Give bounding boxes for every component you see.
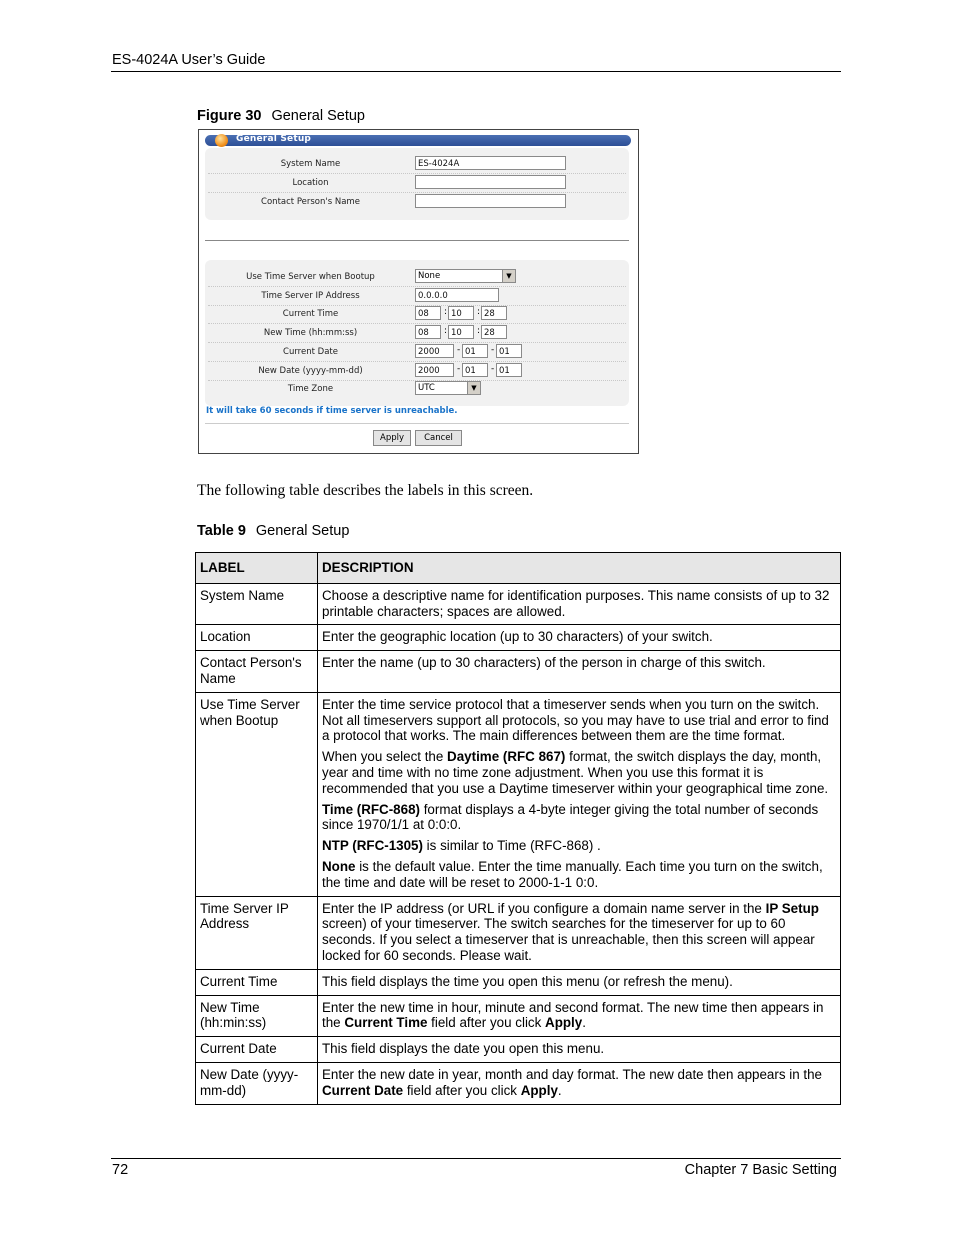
column-header-label: LABEL: [196, 553, 318, 584]
description-paragraph: This field displays the date you open this menu.: [322, 1041, 605, 1057]
running-header: ES-4024A User’s Guide: [112, 52, 266, 68]
row-time-server-ip: [208, 287, 626, 306]
description-paragraph: Enter the IP address (or URL if you configure a domain name server in the IP Setup screen) of your timeserver. The switch searches for the timeserver for up to 60 seconds. If you select a timeserver that is unreachable, then this screen will appear locked for 60 seconds. Please wait.: [322, 900, 819, 963]
row-description: [318, 1062, 841, 1104]
cancel-button[interactable]: Cancel: [415, 430, 462, 446]
description-paragraph: Time (RFC-868) format displays a 4-byte integer giving the total number of seconds since 1970/1/1 at 0:0:0.: [322, 801, 819, 833]
time-colon: :: [444, 307, 448, 317]
row-description: [318, 995, 841, 1037]
current-time-hour[interactable]: 08: [415, 306, 441, 320]
new-date-day[interactable]: 01: [496, 363, 522, 377]
current-time-second[interactable]: 28: [481, 306, 507, 320]
row-description: [318, 651, 841, 693]
figure-caption: [197, 108, 365, 124]
current-time-label: Current Time: [282, 309, 339, 319]
dropdown-arrow-icon[interactable]: ▼: [467, 382, 480, 394]
description-paragraph: Choose a descriptive name for identification purposes. This name consists of up to 32 printable characters; spaces are allowed.: [322, 587, 830, 619]
bold-term: None: [322, 858, 356, 874]
row-description: [318, 896, 841, 969]
time-server-ip-label: Time Server IP Address: [261, 291, 360, 301]
table-header-row: [196, 553, 841, 584]
table-caption: [197, 523, 349, 539]
table-row: [196, 1062, 841, 1104]
table-row: [196, 583, 841, 625]
description-paragraph: Enter the name (up to 30 characters) of the person in charge of this switch.: [322, 655, 766, 671]
table-row: [196, 969, 841, 995]
bold-term: Current Date: [322, 1082, 404, 1098]
table-row: [196, 1037, 841, 1063]
date-dash: -: [457, 364, 461, 374]
row-description: [318, 583, 841, 625]
description-paragraph: Enter the time service protocol that a timeserver sends when you turn on the switch. Not all timeservers support all protocols, so you may have to use trial and error to find a protocol that works. The main differences between them are the time format.: [322, 696, 829, 744]
table-title: General Setup: [255, 523, 350, 539]
chapter-title: Chapter 7 Basic Setting: [684, 1162, 837, 1178]
section-divider: [205, 240, 629, 241]
date-dash: -: [491, 364, 495, 374]
row-system-name: [208, 155, 626, 174]
table-row: [196, 625, 841, 651]
system-name-label: System Name: [280, 159, 341, 169]
banner-title: General Setup: [236, 134, 312, 144]
row-location: [208, 174, 626, 193]
time-server-ip-input[interactable]: 0.0.0.0: [415, 288, 499, 302]
row-current-date: [208, 343, 626, 362]
row-label: New Date (yyyy-mm-dd): [196, 1062, 318, 1104]
row-new-date: [208, 362, 626, 381]
new-date-year[interactable]: 2000: [415, 363, 454, 377]
description-paragraph: Enter the new time in hour, minute and second format. The new time then appears in the Current Time field after you click Apply.: [322, 999, 824, 1031]
row-time-zone: [208, 380, 626, 398]
dropdown-arrow-icon[interactable]: ▼: [502, 270, 515, 282]
figure-title: General Setup: [271, 108, 365, 124]
table-number: Table 9: [197, 523, 246, 539]
row-label: Use Time Server when Bootup: [196, 692, 318, 896]
row-label: Location: [196, 625, 318, 651]
contact-input[interactable]: [415, 194, 566, 208]
row-label: Time Server IP Address: [196, 896, 318, 969]
row-description: [318, 1037, 841, 1063]
apply-button[interactable]: Apply: [373, 430, 411, 446]
description-paragraph: When you select the Daytime (RFC 867) format, the switch displays the day, month, year and time with no time zone adjustment. When you use this format it is recommended that you use a Daytime timeserver within your geographical time zone.: [322, 749, 829, 796]
time-colon: :: [477, 307, 481, 317]
bold-term: Time (RFC-868): [322, 801, 420, 817]
timeout-warning: It will take 60 seconds if time server is unreachable.: [206, 406, 458, 416]
page-number: 72: [112, 1162, 129, 1178]
current-date-month[interactable]: 01: [462, 344, 488, 358]
bold-term: NTP (RFC-1305): [322, 838, 423, 854]
bold-term: Current Time: [344, 1015, 428, 1031]
row-label: Current Date: [196, 1037, 318, 1063]
time-colon: :: [477, 326, 481, 336]
new-date-month[interactable]: 01: [462, 363, 488, 377]
time-colon: :: [444, 326, 448, 336]
table-row: [196, 651, 841, 693]
row-description: [318, 625, 841, 651]
time-server-bootup-label: Use Time Server when Bootup: [246, 272, 375, 282]
description-paragraph: NTP (RFC-1305) is similar to Time (RFC-868) .: [322, 838, 601, 854]
description-paragraph: None is the default value. Enter the time manually. Each time you turn on the switch, the time and date will be reset to 2000-1-1 0:0.: [322, 858, 823, 890]
banner-orb-icon: [215, 134, 228, 147]
time-zone-value: UTC: [418, 383, 435, 393]
row-description: [318, 692, 841, 896]
table-row: [196, 995, 841, 1037]
row-label: Current Time: [196, 969, 318, 995]
time-zone-label: Time Zone: [287, 384, 334, 394]
description-paragraph: This field displays the time you open this menu (or refresh the menu).: [322, 973, 733, 989]
new-date-label: New Date (yyyy-mm-dd): [258, 366, 363, 376]
description-paragraph: Enter the geographic location (up to 30 characters) of your switch.: [322, 629, 713, 645]
new-time-label: New Time (hh:mm:ss): [263, 328, 358, 338]
location-label: Location: [292, 178, 329, 188]
current-date-day[interactable]: 01: [496, 344, 522, 358]
row-contact: [208, 193, 626, 211]
row-label: Contact Person's Name: [196, 651, 318, 693]
column-header-description: DESCRIPTION: [318, 553, 841, 584]
intro-text: The following table describes the labels in this screen.: [197, 482, 534, 499]
identity-panel: [205, 148, 629, 220]
new-time-hour[interactable]: 08: [415, 325, 441, 339]
current-date-year[interactable]: 2000: [415, 344, 454, 358]
date-dash: -: [457, 345, 461, 355]
date-dash: -: [491, 345, 495, 355]
bold-term: Apply: [520, 1082, 558, 1098]
row-time-server-bootup: [208, 268, 626, 287]
general-setup-banner: [205, 135, 631, 148]
time-panel: [205, 260, 629, 406]
row-label: System Name: [196, 583, 318, 625]
time-zone-select[interactable]: [415, 381, 481, 395]
bold-term: Daytime (RFC 867): [447, 749, 566, 765]
system-name-input[interactable]: ES-4024A: [415, 156, 566, 170]
description-paragraph: Enter the new date in year, month and day format. The new date then appears in the Current Date field after you click Apply.: [322, 1066, 822, 1098]
current-time-minute[interactable]: 10: [448, 306, 474, 320]
general-setup-screenshot: [198, 129, 639, 454]
table-row: [196, 896, 841, 969]
footer-rule: [111, 1158, 841, 1159]
time-server-bootup-select[interactable]: [415, 269, 516, 283]
button-divider: [205, 423, 629, 424]
row-new-time: [208, 324, 626, 343]
contact-label: Contact Person's Name: [261, 197, 360, 207]
bold-term: Apply: [545, 1015, 583, 1031]
new-time-second[interactable]: 28: [481, 325, 507, 339]
header-rule: [111, 71, 841, 72]
new-time-minute[interactable]: 10: [448, 325, 474, 339]
description-table: [195, 552, 841, 1105]
time-server-bootup-value: None: [418, 271, 441, 281]
current-date-label: Current Date: [283, 347, 338, 357]
row-current-time: [208, 305, 626, 324]
row-label: New Time (hh:min:ss): [196, 995, 318, 1037]
table-row: [196, 692, 841, 896]
location-input[interactable]: [415, 175, 566, 189]
bold-term: IP Setup: [765, 900, 819, 916]
row-description: [318, 969, 841, 995]
figure-number: Figure 30: [197, 108, 262, 124]
